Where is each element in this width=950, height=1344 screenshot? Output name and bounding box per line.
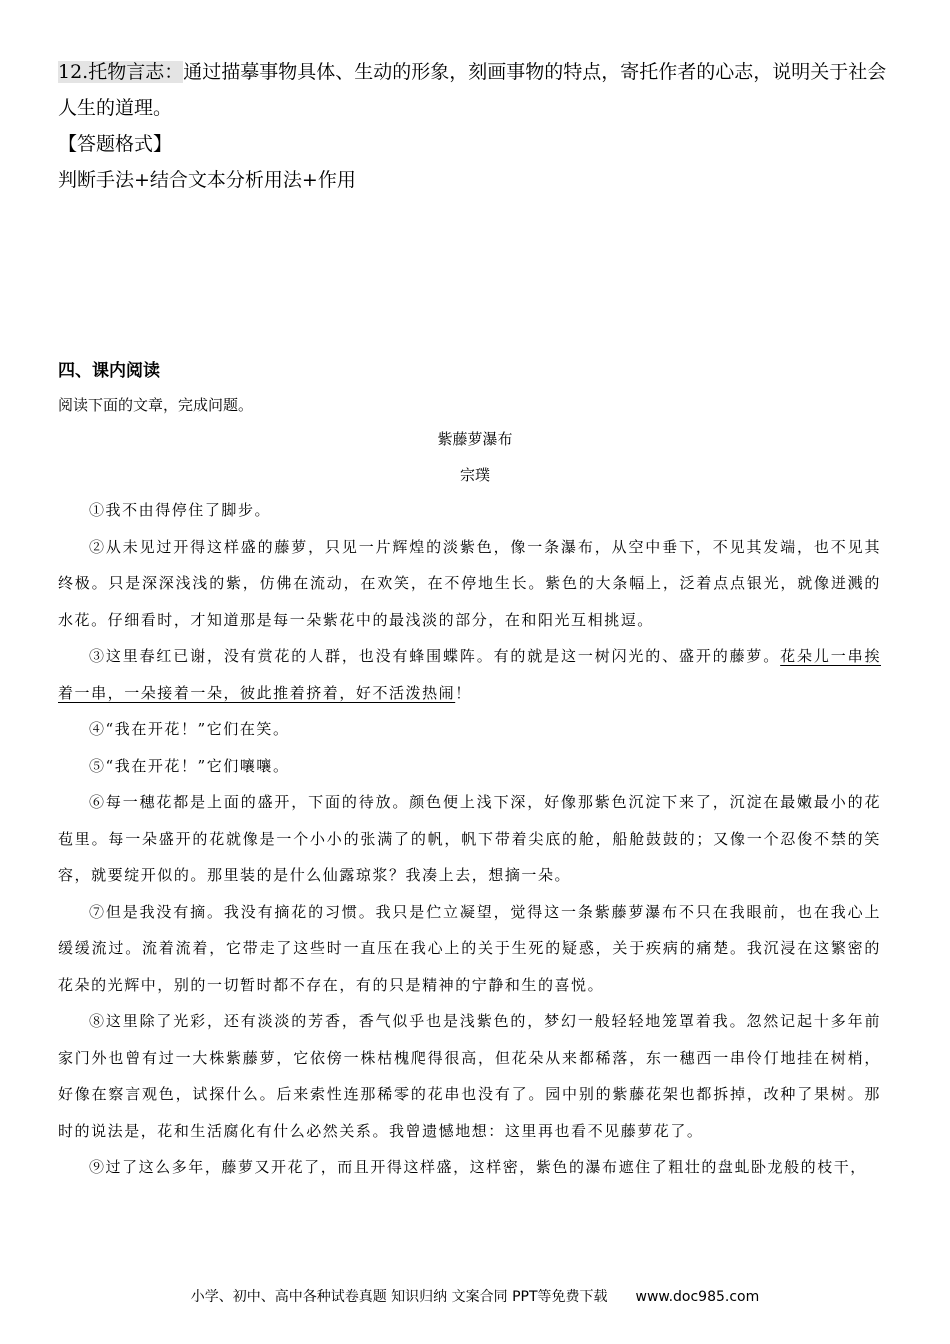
reading-instruction: 阅读下面的文章，完成问题。 [58,396,254,414]
page-footer [0,1286,950,1306]
paragraph-3-text: ③这里春红已谢，没有赏花的人群，也没有蜂围蝶阵。有的就是这一树闪光的、盛开的藤萝。 [89,647,781,665]
paragraph-1: ①我不由得停住了脚步。 [89,501,272,519]
answer-format-heading: 【答题格式】 [58,133,173,155]
paragraph-6: ⑥每一穗花都是上面的盛开，下面的待放。颜色便上浅下深，好像那紫色沉淀下来了，沉淀在最嫩最小的花苞里。每一朵盛开的花就像是一个小小的张满了的帆，帆下带着尖底的舱，船舱鼓鼓的；又像一个忍俊不禁的笑容，就要绽开似的。那里装的是什么仙露琼浆？我凑上去，想摘一朵。 [58,793,881,884]
paragraph-3-end: ！ [455,683,472,702]
paragraph-5: ⑤“我在开花！”它们嚷嚷。 [89,756,290,775]
footer-site-link[interactable]: www.doc985.com [635,1289,760,1305]
technique-item [58,54,894,126]
paragraph-8: ⑧这里除了光彩，还有淡淡的芳香，香气似乎也是浅紫色的，梦幻一般轻轻地笼罩着我。忽然记起十多年前家门外也曾有过一大株紫藤萝，它依傍一株枯槐爬得很高，但花朵从来都稀落，东一穗西一串伶仃地挂在树梢，好像在察言观色，试探什么。后来索性连那稀零的花串也没有了。园中别的紫藤花架也都拆掉，改种了果树。那时的说法是，花和生活腐化有什么必然关系。我曾遗憾地想：这里再也看不见藤萝花了。 [58,1012,881,1140]
article-body [58,492,881,1186]
paragraph-2: ②从未见过开得这样盛的藤萝，只见一片辉煌的淡紫色，像一条瀑布，从空中垂下，不见其发端，也不见其终极。只是深深浅浅的紫，仿佛在流动，在欢笑，在不停地生长。紫色的大条幅上，泛着点点银光，就像迸溅的水花。仔细看时，才知道那是每一朵紫花中的最浅淡的部分，在和阳光互相挑逗。 [58,537,881,629]
paragraph-3 [58,638,881,711]
footer-text: 小学、初中、高中各种试卷真题 知识归纳 文案合同 PPT等免费下载 [190,1289,608,1305]
paragraph-7: ⑦但是我没有摘。我没有摘花的习惯。我只是伫立凝望，觉得这一条紫藤萝瀑布不只在我眼前，也在我心上缓缓流过。流着流着，它带走了这些时一直压在我心上的关于生死的疑惑，关于疾病的痛楚。我沉浸在这繁密的花朵的光辉中，别的一切暂时都不存在，有的只是精神的宁静和生的喜悦。 [58,902,881,994]
paragraph-9: ⑨过了这么多年，藤萝又开花了，而且开得这样盛，这样密，紫色的瀑布遮住了粗壮的盘虬卧龙般的枝干， [89,1158,867,1176]
answer-format-text: 判断手法+结合文本分析用法+作用 [58,169,356,191]
underlined-sentence: 花朵儿一串挨着一串，一朵接着一朵，彼此推着挤着，好不活泼热闹 [58,647,881,702]
section-title: 四、课内阅读 [58,361,160,381]
article-title: 紫藤萝瀑布 [437,430,513,448]
paragraph-4: ④“我在开花！”它们在笑。 [89,720,290,738]
technique-label: 12.托物言志： [58,61,184,83]
technique-definition [58,54,894,198]
technique-description: 通过描摹事物具体、生动的形象，刻画事物的特点，寄托作者的心志，说明关于社会人生的道理。 [58,61,887,119]
article-author: 宗璞 [459,466,490,484]
